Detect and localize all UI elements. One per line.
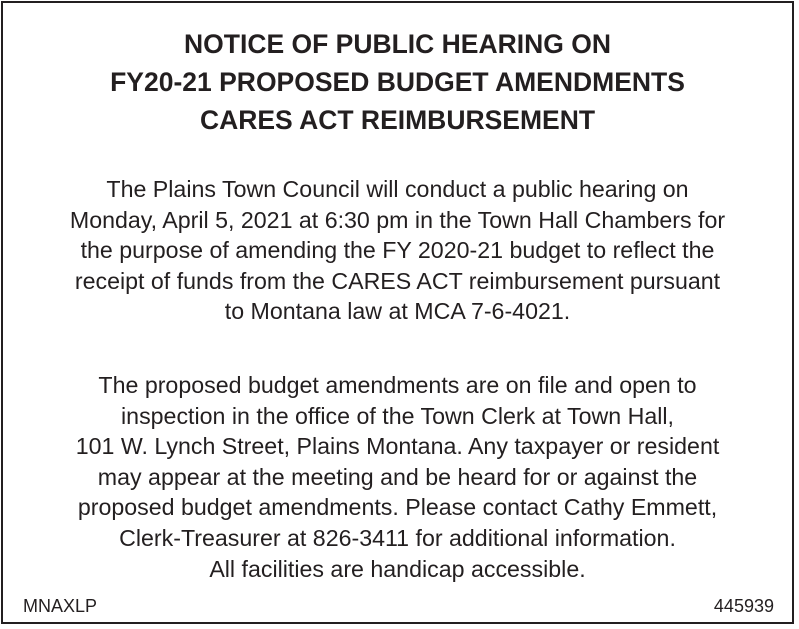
- legal-notice: [1, 1, 794, 624]
- title-line: NOTICE OF PUBLIC HEARING ON: [184, 29, 611, 59]
- paragraph-line: proposed budget amendments. Please contact Cathy Emmett,: [77, 494, 718, 521]
- paragraph-line: Clerk-Treasurer at 826-3411 for additional information.: [119, 524, 676, 551]
- paragraph-line: 101 W. Lynch Street, Plains Montana. Any taxpayer or resident: [75, 433, 720, 460]
- notice-title: [3, 25, 792, 139]
- publication-code: MNAXLP: [23, 596, 98, 616]
- paragraph-line: All facilities are handicap accessible.: [209, 555, 586, 582]
- paragraph-line: The proposed budget amendments are on file and open to: [98, 372, 697, 398]
- title-line: FY20-21 PROPOSED BUDGET AMENDMENTS: [110, 67, 685, 97]
- ad-number: 445939: [713, 596, 774, 616]
- hearing-paragraph: [3, 174, 792, 327]
- title-line: CARES ACT REIMBURSEMENT: [199, 105, 596, 135]
- amendments-paragraph: [3, 370, 792, 584]
- paragraph-line: receipt of funds from the CARES ACT reimbursement pursuant: [74, 267, 721, 294]
- paragraph-line: the purpose of amending the FY 2020-21 budget to reflect the: [80, 237, 715, 264]
- paragraph-line: The Plains Town Council will conduct a public hearing on: [106, 176, 689, 202]
- paragraph-line: may appear at the meeting and be heard for or against the: [97, 463, 698, 490]
- paragraph-line: inspection in the office of the Town Clerk at Town Hall,: [121, 402, 674, 429]
- paragraph-line: Monday, April 5, 2021 at 6:30 pm in the Town Hall Chambers for: [69, 206, 726, 233]
- paragraph-line: to Montana law at MCA 7-6-4021.: [224, 298, 571, 325]
